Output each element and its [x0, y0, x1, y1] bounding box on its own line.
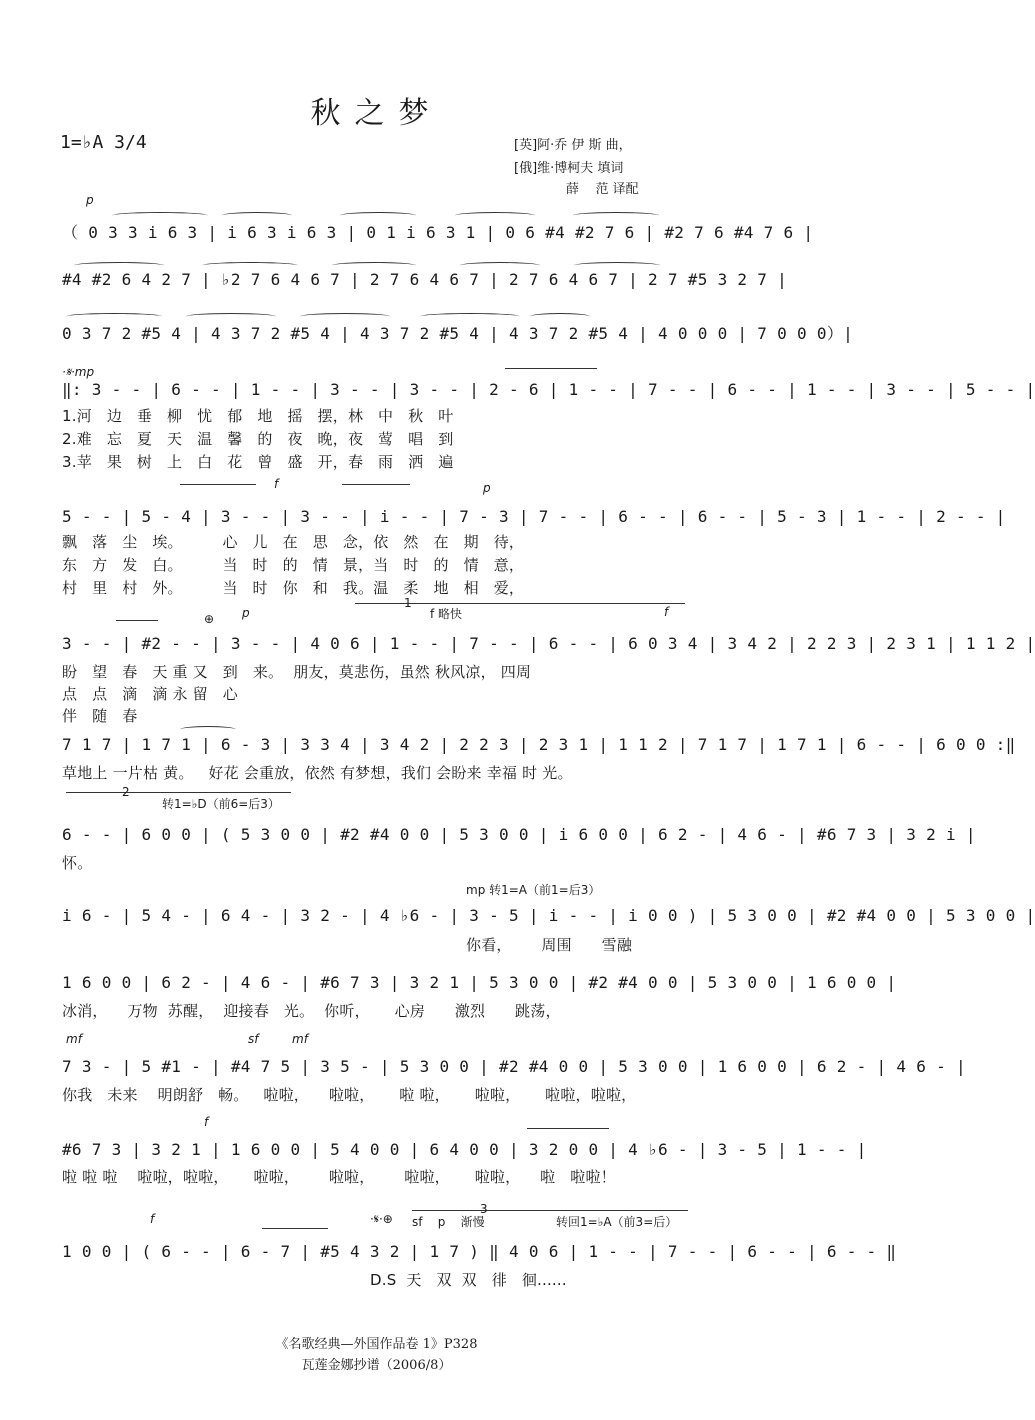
key-signature: 1=♭A 3/4 [60, 132, 147, 153]
lyrics-bridge-4: 啦 啦 啦 啦啦，啦啦， 啦啦， 啦啦， 啦啦， 啦啦， 啦 啦啦！ [62, 1168, 616, 1186]
lyrics-v3-line2: 村 里 村 外。 当 时 你 和 我。温 柔 地 相 爱， [62, 579, 525, 597]
dynamic-f-4: f [150, 1212, 155, 1226]
modulation-2: mp 转1=A（前1=后3） [466, 883, 601, 897]
translator-credit: 薛 范 译配 [566, 182, 639, 197]
lyrics-v2-line2: 东 方 发 白。 当 时 的 情 景，当 时 的 情 意， [62, 556, 525, 574]
source-note: 《名歌经典—外国作品卷 1》P328 [275, 1337, 478, 1352]
notation-line-3: 0 3 7 2 #5 4 | 4 3 7 2 #5 4 | 4 3 7 2 #5 4 | 4 3 7 2 #5 4 | 4 0 0 0 | 7 0 0 0）| [62, 324, 854, 343]
transcriber-note: 瓦莲金娜抄谱（2006/8） [301, 1358, 452, 1373]
notation-line-4: ‖: 3 - - | 6 - - | 1 - - | 3 - - | 3 - - | 2 - 6 | 1 - - | 7 - - | 6 - - | 1 - - | 3 - - | 5 - - | [62, 380, 1035, 399]
tempo-mark: f 略快 [430, 607, 463, 621]
notation-line-6: 3 - - | #2 - - | 3 - - | 4 0 6 | 1 - - | 7 - - | 6 - - | 6 0 3 4 | 3 4 2 | 2 2 3 | 2 3 1 | 1 1 2 | [62, 634, 1035, 653]
coda-sign: ⊕ [204, 612, 215, 626]
notation-line-10: 1 6 0 0 | 6 2 - | 4 6 - | #6 7 3 | 3 2 1 | 5 3 0 0 | #2 #4 0 0 | 5 3 0 0 | 1 6 0 0 | [62, 973, 897, 992]
lyrics-v3-line1: 3.苹 果 树 上 白 花 曾 盛 开，春 雨 洒 遍 [62, 453, 454, 471]
lyrics-v1-line1: 1.河 边 垂 柳 忧 郁 地 摇 摆，林 中 秋 叶 [62, 407, 454, 425]
lyrics-v2-line1: 2.难 忘 夏 天 温 馨 的 夜 晚，夜 莺 唱 到 [62, 430, 454, 448]
lyrics-bridge-2: 冰消， 万物 苏醒， 迎接春 光。 你听， 心房 激烈 跳荡， [62, 1002, 561, 1020]
segno-mp: ·𝄋·mp [62, 365, 95, 379]
ending-dynamics: sf p 渐慢 [412, 1215, 485, 1229]
notation-line-7: 7 1 7 | 1 7 1 | 6 - 3 | 3 3 4 | 3 4 2 | 2 2 3 | 2 3 1 | 1 1 2 | 7 1 7 | 1 7 1 | 6 - - | 6 0 0 :‖ [62, 735, 1016, 754]
lyrics-chorus-1: 草地上 一片枯 黄。 好花 会重放，依然 有梦想，我们 会盼来 幸福 时 光。 [62, 764, 573, 782]
notation-line-9: i 6 - | 5 4 - | 6 4 - | 3 2 - | 4 ♭6 - | 3 - 5 | i - - | i 0 0 ) | 5 3 0 0 | #2 #4 0 0 | 5 3 0 0 | [62, 906, 1035, 925]
notation-line-1: （ 0 3 3 i 6 3 | i 6 3 i 6 3 | 0 1 i 6 3 1 | 0 6 #4 #2 7 6 | #2 7 6 #4 7 6 | [62, 223, 814, 242]
lyrics-ending: 怀。 [62, 854, 93, 872]
notation-line-2: #4 #2 6 4 2 7 | ♭2 7 6 4 6 7 | 2 7 6 4 6 7 | 2 7 6 4 6 7 | 2 7 #5 3 2 7 | [62, 270, 788, 289]
modulation-3: 转回1=♭A（前3=后） [556, 1215, 678, 1229]
notation-line-11: 7 3 - | 5 #1 - | #4 7 5 | 3 5 - | 5 3 0 0 | #2 #4 0 0 | 5 3 0 0 | 1 6 0 0 | 6 2 - | 4 6 - | [62, 1057, 966, 1076]
volta-1: 1 [404, 596, 412, 610]
notation-line-5: 5 - - | 5 - 4 | 3 - - | 3 - - | i - - | 7 - 3 | 7 - - | 6 - - | 6 - - | 5 - 3 | 1 - - | 2 - - | [62, 507, 1006, 526]
lyrics-v1-line3: 盼 望 春 天 重 又 到 来。 朋友，莫悲伤，虽然 秋风凉， 四周 [62, 663, 532, 681]
lyrics-v3-line3: 伴 随 春 [62, 707, 138, 725]
notation-line-12: #6 7 3 | 3 2 1 | 1 6 0 0 | 5 4 0 0 | 6 4 0 0 | 3 2 0 0 | 4 ♭6 - | 3 - 5 | 1 - - | [62, 1140, 867, 1159]
dynamic-p-2: p [483, 481, 491, 495]
dynamic-f: f [274, 477, 279, 491]
dynamic-f-2: f [664, 605, 669, 619]
notation-line-13: 1 0 0 | ( 6 - - | 6 - 7 | #5 4 3 2 | 1 7 ) ‖ 4 0 6 | 1 - - | 7 - - | 6 - - | 6 - - ‖ [62, 1242, 897, 1261]
segno-coda: ·𝄋·⊕ [370, 1212, 393, 1226]
lyrics-v2-line3: 点 点 滴 滴 永 留 心 [62, 685, 238, 703]
notation-line-8: 6 - - | 6 0 0 | ( 5 3 0 0 | #2 #4 0 0 | 5 3 0 0 | i 6 0 0 | 6 2 - | 4 6 - | #6 7 3 | 3 2 i | [62, 825, 976, 844]
lyrics-coda: D.S 天 双 双 徘 徊...... [370, 1271, 567, 1289]
triplet-mark: 3 [480, 1202, 488, 1216]
lyricist-credit: [俄]维·博柯夫 填词 [514, 161, 624, 176]
dynamic-mf-2: mf [292, 1032, 308, 1046]
song-title: 秋之梦 [310, 96, 443, 131]
dynamic-p: p [86, 193, 94, 207]
lyrics-v1-line2: 飘 落 尘 埃。 心 儿 在 思 念，依 然 在 期 待， [62, 533, 525, 551]
volta-2: 2 [122, 785, 130, 799]
lyrics-bridge-3: 你我 未来 明朗舒 畅。 啦啦， 啦啦， 啦 啦， 啦啦， 啦啦，啦啦， [62, 1086, 637, 1104]
dynamic-p-3: p [242, 606, 250, 620]
composer-credit: [英]阿·乔 伊 斯 曲， [514, 138, 632, 153]
dynamic-sf: sf [248, 1032, 259, 1046]
dynamic-f-3: f [204, 1115, 209, 1129]
modulation-1: 转1=♭D（前6=后3） [162, 797, 280, 811]
lyrics-bridge-1: 你看， 周围 雪融 [466, 936, 633, 954]
dynamic-mf: mf [66, 1032, 82, 1046]
